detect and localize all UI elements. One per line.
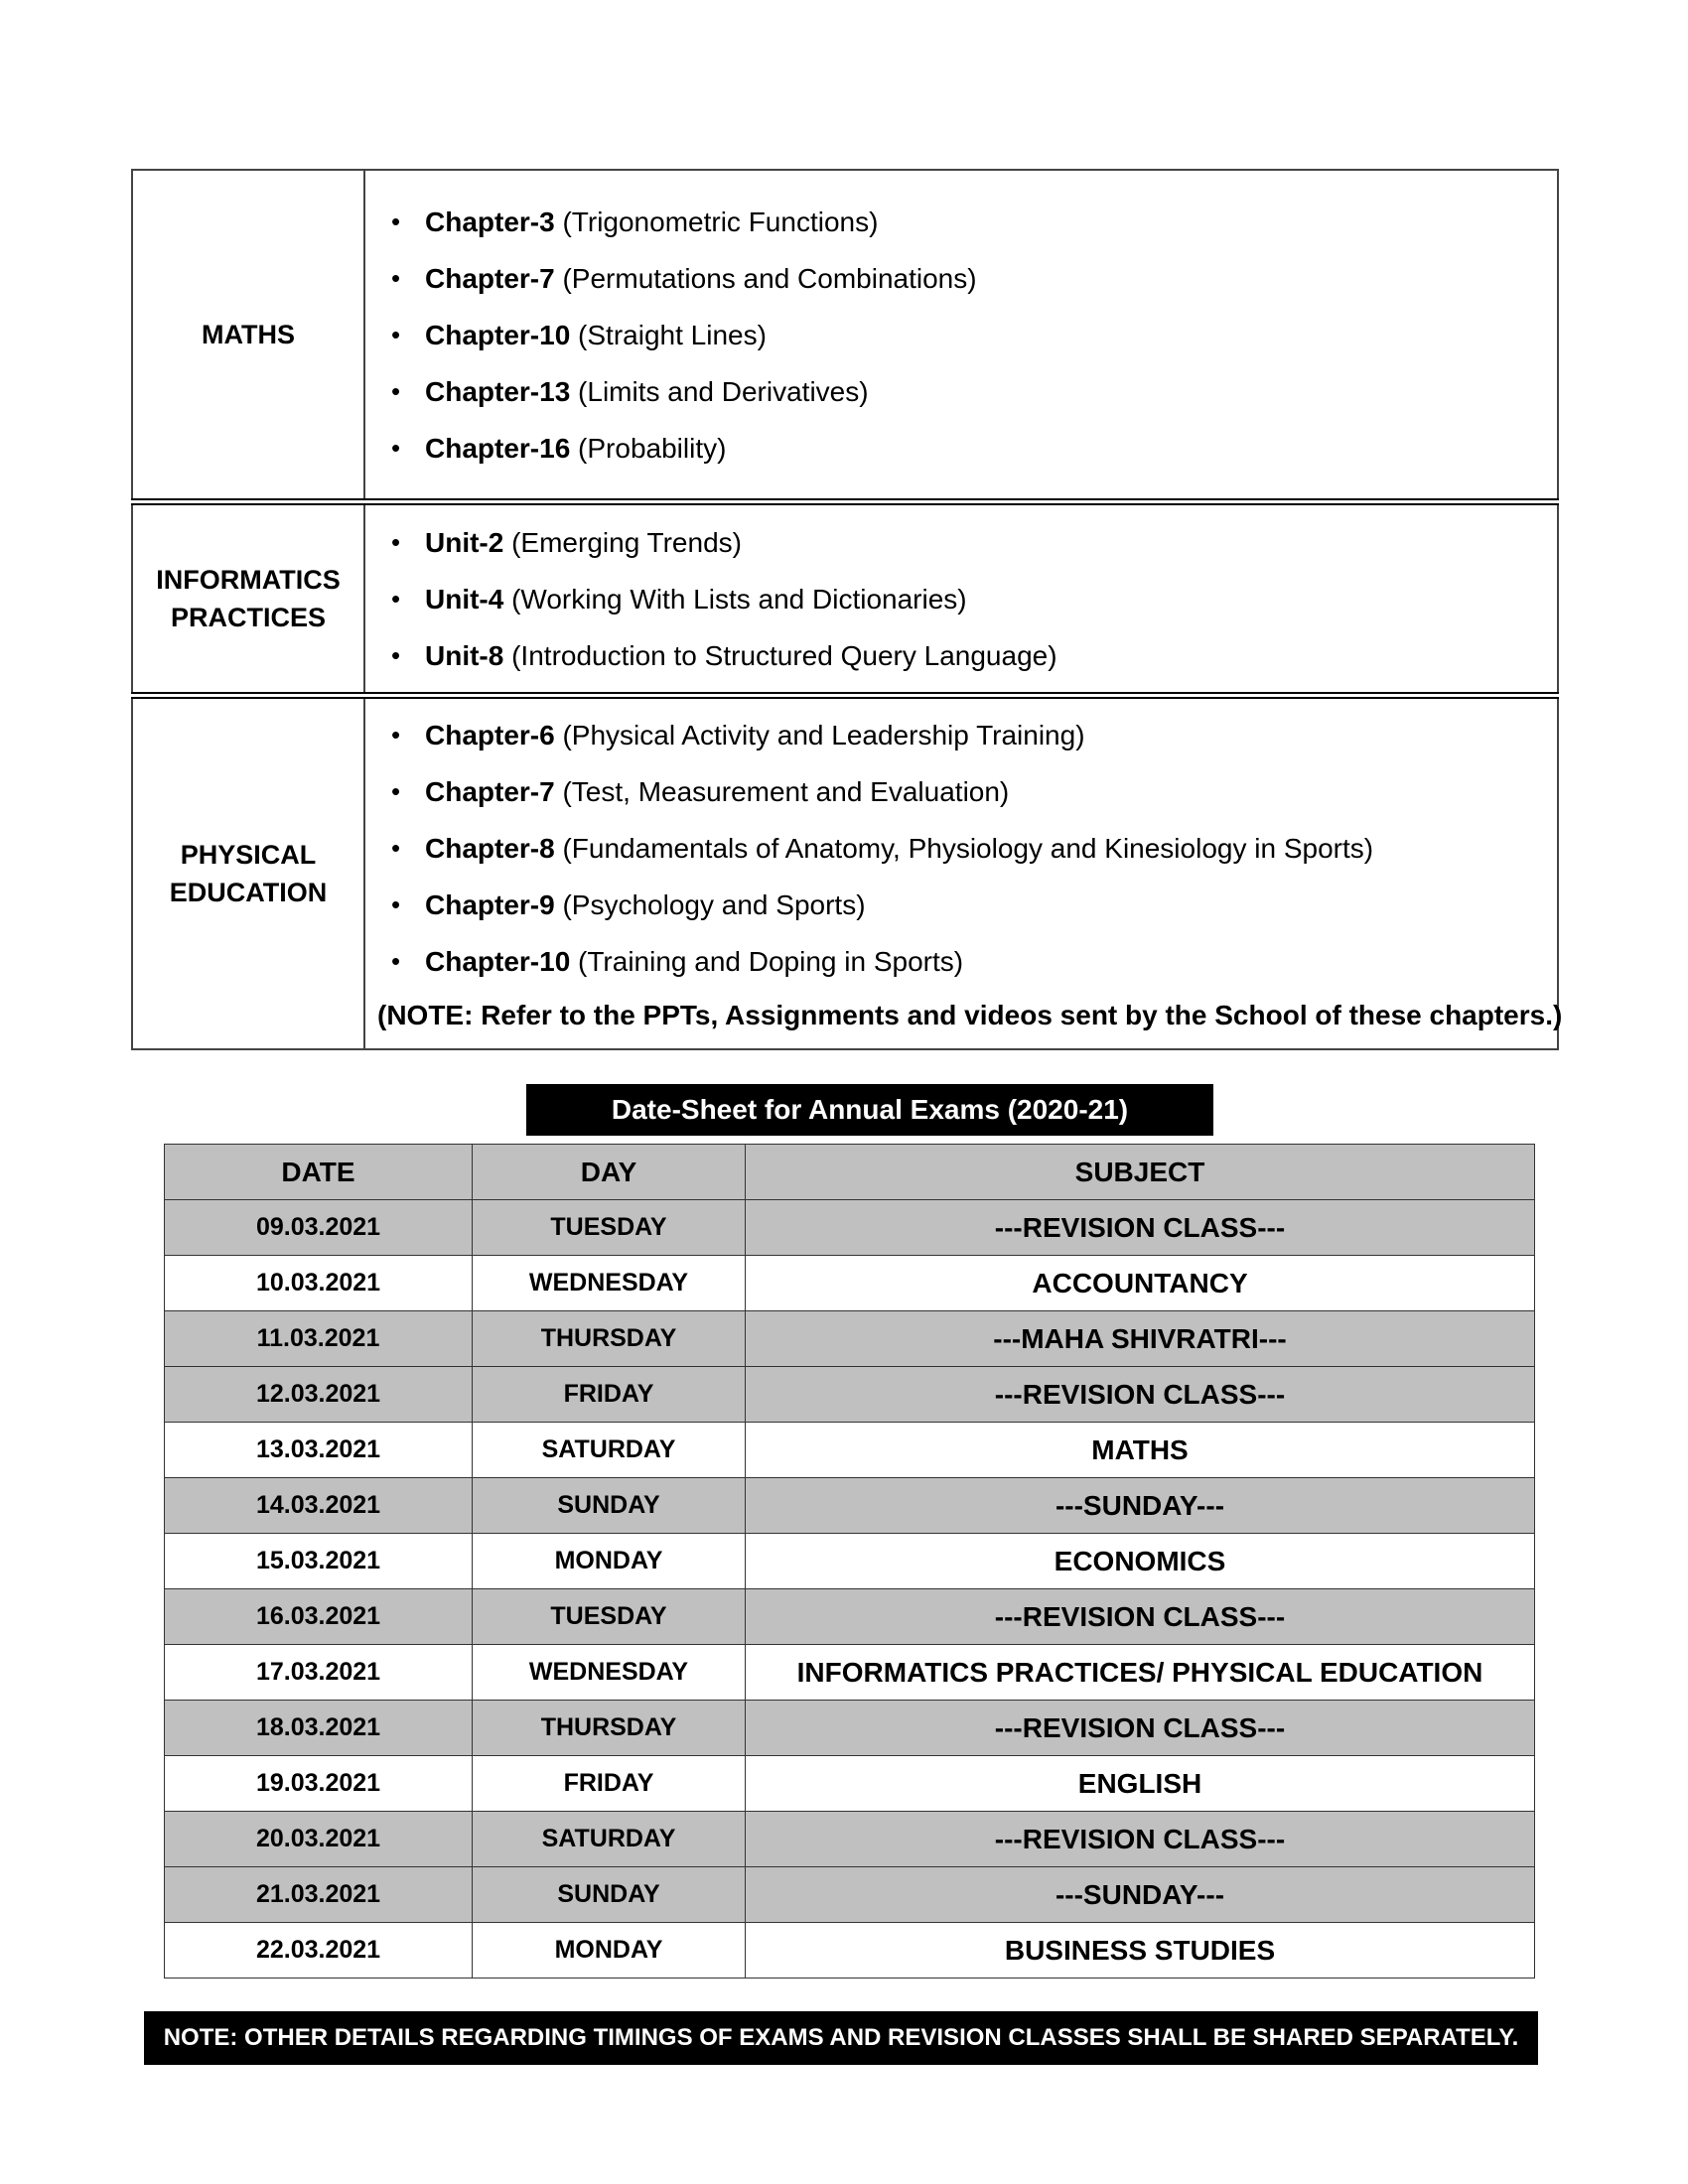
topic-list bbox=[377, 194, 1557, 477]
bullet-icon: • bbox=[391, 205, 401, 236]
subject-cell: ---SUNDAY--- bbox=[746, 1867, 1535, 1923]
day-cell: FRIDAY bbox=[473, 1756, 746, 1812]
subject-cell: ENGLISH bbox=[746, 1756, 1535, 1812]
topic-label: Chapter-13 bbox=[425, 375, 571, 407]
date-cell: 14.03.2021 bbox=[165, 1478, 473, 1534]
bullet-icon: • bbox=[391, 775, 401, 806]
datesheet-body bbox=[165, 1200, 1535, 1979]
subject-cell: ---REVISION CLASS--- bbox=[746, 1589, 1535, 1645]
topic-label: Chapter-7 bbox=[425, 775, 555, 807]
topic-label: Chapter-16 bbox=[425, 432, 571, 464]
topic-list bbox=[377, 514, 1557, 684]
topic-text: (Trigonometric Functions) bbox=[554, 205, 879, 237]
topic-text: (Limits and Derivatives) bbox=[570, 375, 869, 407]
date-cell: 18.03.2021 bbox=[165, 1701, 473, 1756]
datesheet-header-row bbox=[165, 1145, 1535, 1200]
table-row bbox=[165, 1423, 1535, 1478]
bullet-icon: • bbox=[391, 375, 401, 406]
syllabus-row-physical-education bbox=[132, 696, 1558, 1050]
subject-cell: ---REVISION CLASS--- bbox=[746, 1367, 1535, 1423]
topic-item bbox=[377, 763, 1557, 820]
topic-item bbox=[377, 820, 1557, 877]
topic-text: (Physical Activity and Leadership Training) bbox=[554, 719, 1085, 751]
bottom-note: NOTE: OTHER DETAILS REGARDING TIMINGS OF EXAMS AND REVISION CLASSES SHALL BE SHARED SEPARATELY. bbox=[144, 2011, 1538, 2065]
topic-label: Chapter-10 bbox=[425, 319, 571, 350]
subject-cell: ---REVISION CLASS--- bbox=[746, 1701, 1535, 1756]
subject-name: PHYSICAL bbox=[180, 840, 317, 870]
bullet-icon: • bbox=[391, 888, 401, 919]
date-cell: 12.03.2021 bbox=[165, 1367, 473, 1423]
topic-text: (Permutations and Combinations) bbox=[554, 262, 977, 294]
bullet-icon: • bbox=[391, 639, 401, 670]
topics-cell bbox=[364, 696, 1563, 1050]
bullet-icon: • bbox=[391, 719, 401, 750]
table-row bbox=[165, 1923, 1535, 1979]
day-cell: MONDAY bbox=[473, 1534, 746, 1589]
topic-text: (Test, Measurement and Evaluation) bbox=[554, 775, 1010, 807]
topic-label: Chapter-3 bbox=[425, 205, 555, 237]
subject-cell: ---SUNDAY--- bbox=[746, 1478, 1535, 1534]
subject-cell: ---MAHA SHIVRATRI--- bbox=[746, 1311, 1535, 1367]
topic-text: (Working With Lists and Dictionaries) bbox=[503, 583, 967, 614]
table-row bbox=[165, 1200, 1535, 1256]
subject-cell bbox=[132, 170, 364, 502]
day-cell: FRIDAY bbox=[473, 1367, 746, 1423]
topic-text: (Psychology and Sports) bbox=[554, 888, 866, 920]
date-cell: 11.03.2021 bbox=[165, 1311, 473, 1367]
topic-label: Chapter-9 bbox=[425, 888, 555, 920]
header-date: DATE bbox=[165, 1145, 473, 1200]
syllabus-row-informatics bbox=[132, 502, 1558, 696]
topic-item bbox=[377, 307, 1557, 363]
day-cell: SUNDAY bbox=[473, 1867, 746, 1923]
topic-text: (Introduction to Structured Query Language) bbox=[503, 639, 1057, 671]
topic-label: Chapter-6 bbox=[425, 719, 555, 751]
subject-name: PRACTICES bbox=[170, 603, 326, 632]
subject-name: INFORMATICS bbox=[156, 565, 341, 595]
topic-text: (Emerging Trends) bbox=[503, 526, 742, 558]
date-cell: 15.03.2021 bbox=[165, 1534, 473, 1589]
table-row bbox=[165, 1812, 1535, 1867]
day-cell: MONDAY bbox=[473, 1923, 746, 1979]
table-row bbox=[165, 1534, 1535, 1589]
table-row bbox=[165, 1589, 1535, 1645]
subject-cell: INFORMATICS PRACTICES/ PHYSICAL EDUCATION bbox=[746, 1645, 1535, 1701]
topics-cell bbox=[364, 170, 1558, 502]
subject-cell: ECONOMICS bbox=[746, 1534, 1535, 1589]
topic-item bbox=[377, 877, 1557, 933]
topic-label: Unit-8 bbox=[425, 639, 504, 671]
subject-name: MATHS bbox=[202, 320, 295, 349]
day-cell: TUESDAY bbox=[473, 1200, 746, 1256]
topic-label: Unit-2 bbox=[425, 526, 504, 558]
table-row bbox=[165, 1311, 1535, 1367]
table-row bbox=[165, 1256, 1535, 1311]
topic-text: (Fundamentals of Anatomy, Physiology and Kinesiology in Sports) bbox=[554, 832, 1374, 864]
day-cell: WEDNESDAY bbox=[473, 1645, 746, 1701]
date-cell: 17.03.2021 bbox=[165, 1645, 473, 1701]
topic-list bbox=[377, 707, 1557, 990]
syllabus-table bbox=[131, 169, 1563, 1050]
topic-item bbox=[377, 933, 1557, 990]
day-cell: TUESDAY bbox=[473, 1589, 746, 1645]
table-row bbox=[165, 1756, 1535, 1812]
topic-label: Chapter-8 bbox=[425, 832, 555, 864]
day-cell: SATURDAY bbox=[473, 1812, 746, 1867]
topic-text: (Probability) bbox=[570, 432, 727, 464]
subject-name: EDUCATION bbox=[169, 878, 328, 907]
bullet-icon: • bbox=[391, 832, 401, 863]
topic-item bbox=[377, 514, 1557, 571]
topic-item bbox=[377, 420, 1557, 477]
topic-item bbox=[377, 571, 1557, 627]
header-day: DAY bbox=[473, 1145, 746, 1200]
topic-text: (Straight Lines) bbox=[570, 319, 767, 350]
topic-text: (Training and Doping in Sports) bbox=[570, 945, 964, 977]
date-cell: 09.03.2021 bbox=[165, 1200, 473, 1256]
datesheet-title: Date-Sheet for Annual Exams (2020-21) bbox=[526, 1084, 1213, 1136]
date-cell: 21.03.2021 bbox=[165, 1867, 473, 1923]
day-cell: SUNDAY bbox=[473, 1478, 746, 1534]
datesheet-table bbox=[164, 1144, 1535, 1979]
topic-item bbox=[377, 250, 1557, 307]
subject-cell: MATHS bbox=[746, 1423, 1535, 1478]
table-row bbox=[165, 1867, 1535, 1923]
table-row bbox=[165, 1645, 1535, 1701]
bullet-icon: • bbox=[391, 432, 401, 463]
topic-label: Chapter-10 bbox=[425, 945, 571, 977]
table-row bbox=[165, 1701, 1535, 1756]
bullet-icon: • bbox=[391, 319, 401, 349]
table-row bbox=[165, 1478, 1535, 1534]
topics-cell bbox=[364, 502, 1558, 696]
bullet-icon: • bbox=[391, 583, 401, 614]
date-cell: 20.03.2021 bbox=[165, 1812, 473, 1867]
topic-item bbox=[377, 627, 1557, 684]
subject-cell: ACCOUNTANCY bbox=[746, 1256, 1535, 1311]
topic-item bbox=[377, 363, 1557, 420]
day-cell: THURSDAY bbox=[473, 1701, 746, 1756]
subject-cell bbox=[132, 502, 364, 696]
chapters-note: (NOTE: Refer to the PPTs, Assignments and videos sent by the School of these chapters.) bbox=[377, 999, 1563, 1030]
topic-item bbox=[377, 194, 1557, 250]
topic-label: Unit-4 bbox=[425, 583, 504, 614]
table-row bbox=[165, 1367, 1535, 1423]
syllabus-row-maths bbox=[132, 170, 1558, 502]
day-cell: WEDNESDAY bbox=[473, 1256, 746, 1311]
subject-cell bbox=[132, 696, 364, 1050]
date-cell: 22.03.2021 bbox=[165, 1923, 473, 1979]
subject-cell: ---REVISION CLASS--- bbox=[746, 1812, 1535, 1867]
subject-cell: ---REVISION CLASS--- bbox=[746, 1200, 1535, 1256]
topic-label: Chapter-7 bbox=[425, 262, 555, 294]
header-subject: SUBJECT bbox=[746, 1145, 1535, 1200]
bullet-icon: • bbox=[391, 262, 401, 293]
date-cell: 10.03.2021 bbox=[165, 1256, 473, 1311]
bullet-icon: • bbox=[391, 526, 401, 557]
day-cell: SATURDAY bbox=[473, 1423, 746, 1478]
subject-cell: BUSINESS STUDIES bbox=[746, 1923, 1535, 1979]
day-cell: THURSDAY bbox=[473, 1311, 746, 1367]
date-cell: 13.03.2021 bbox=[165, 1423, 473, 1478]
date-cell: 19.03.2021 bbox=[165, 1756, 473, 1812]
topic-item bbox=[377, 707, 1557, 763]
bullet-icon: • bbox=[391, 945, 401, 976]
date-cell: 16.03.2021 bbox=[165, 1589, 473, 1645]
